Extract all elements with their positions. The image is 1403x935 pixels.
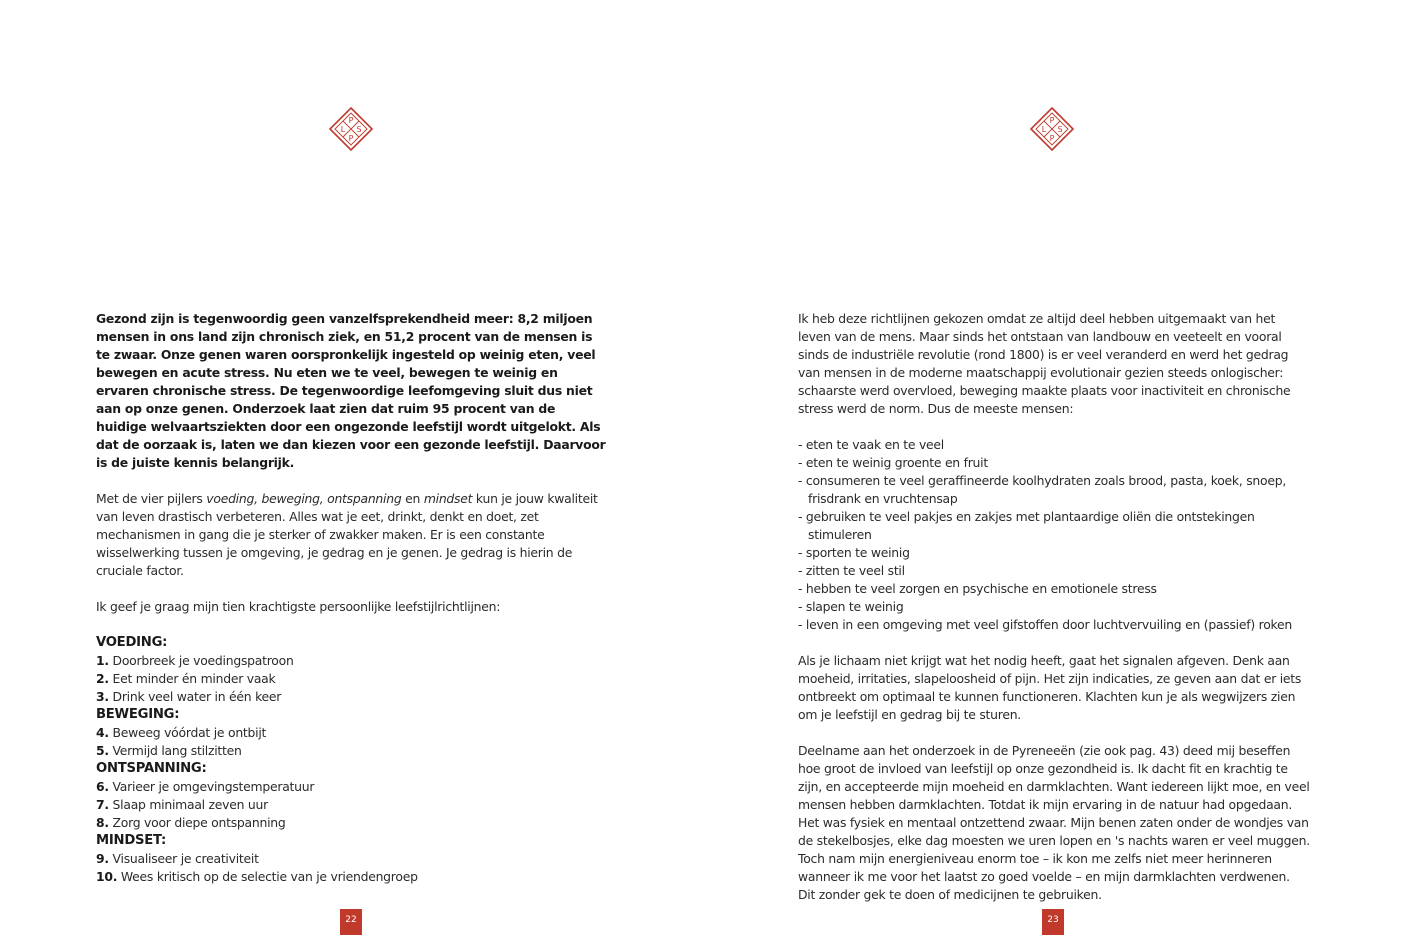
list-item: - leven in een omgeving met veel gifstoffen door luchtvervuiling en (passief) roken xyxy=(798,617,1292,632)
guidelines-list xyxy=(96,634,608,886)
page-number: 22 xyxy=(340,909,362,935)
list-item: - slapen te weinig xyxy=(798,599,904,614)
guidelines-reason-paragraph: Ik heb deze richtlijnen gekozen omdat ze altijd deel hebben uitgemaakt van het leven van de mens. Maar sinds het ontstaan van landbouw en veeteelt en vooral sinds de industriële revolutie (rond 1800) is er veel veranderd en werd het gedrag van mensen in de moderne maatschappij evolutionair gezien steeds onlogischer: schaarste werd overvloed, beweging maakte plaats voor inactiviteit en chronische stress werd de norm. Dus de meeste mensen: xyxy=(798,311,1291,416)
guidelines-intro: Ik geef je graag mijn tien krachtigste persoonlijke leefstijlrichtlijnen: xyxy=(96,599,501,614)
intro-text-2: en xyxy=(401,491,424,506)
page-number: 23 xyxy=(1042,909,1064,935)
rule-item xyxy=(96,868,608,886)
rule-number: 4. xyxy=(96,725,109,740)
intro-text-1: Met de vier pijlers xyxy=(96,491,207,506)
rule-number: 10. xyxy=(96,869,118,884)
rule-text: Beweeg vóórdat je ontbijt xyxy=(112,725,267,740)
rule-text: Drink veel water in één keer xyxy=(112,689,282,704)
rule-number: 2. xyxy=(96,671,109,686)
list-item: - gebruiken te veel pakjes en zakjes met plantaardige oliën die ontstekingen stimuleren xyxy=(798,509,1255,542)
rule-number: 9. xyxy=(96,851,109,866)
list-item: - hebben te veel zorgen en psychische en emotionele stress xyxy=(798,581,1157,596)
lead-paragraph: Gezond zijn is tegenwoordig geen vanzelfsprekendheid meer: 8,2 miljoen mensen in ons land zijn chronisch ziek, en 51,2 procent van de mensen is te zwaar. Onze genen waren oorspronkelijk ingesteld op weinig eten, veel bewegen en acute stress. Nu eten we te veel, bewegen te weinig en ervaren chronische stress. De tegenwoordige leefomgeving sluit dus niet aan op onze genen. Onderzoek laat zien dat ruim 95 procent van de huidige welvaartsziekten door een ongezonde leefstijl wordt uitgelokt. Als dat de oorzaak is, laten we dan kiezen voor een gezonde leefstijl. Daarvoor is de juiste kennis belangrijk. xyxy=(96,311,606,470)
list-item: - eten te vaak en te veel xyxy=(798,437,944,452)
rule-text: Visualiseer je creativiteit xyxy=(112,851,259,866)
pyrenees-paragraph: Deelname aan het onderzoek in de Pyreneeën (zie ook pag. 43) deed mij beseffen hoe groot de invloed van leefstijl op onze gezondheid is. Ik dacht fit en krachtig te zijn, en accepteerde mijn moeheid en darmklachten. Want iedereen lijkt moe, en veel mensen hebben darmklachten. Totdat ik mijn ervaring in de natuur had opgedaan. Het was fysiek en mentaal ontzettend zwaar. Mijn benen zaten onder de wondjes van de stekelbosjes, elke dag moesten we uren lopen en 's nachts waren er veel muggen. Toch nam mijn energieniveau enorm toe – ik kon me zelfs niet meer herinneren wanneer ik me voor het laatst zo goed voelde – en mijn darmklachten verdwenen. Dit zonder gek te doen of medicijnen te gebruiken. xyxy=(798,743,1310,902)
rule-item xyxy=(96,724,608,742)
intro-italic-mindset: mindset xyxy=(423,491,473,506)
rule-text: Eet minder én minder vaak xyxy=(112,671,276,686)
section-title-mindset: MINDSET: xyxy=(96,833,167,848)
logo-letter-left: L xyxy=(1041,125,1047,134)
list-item: - zitten te veel stil xyxy=(798,563,905,578)
rule-item xyxy=(96,796,608,814)
rule-item xyxy=(96,742,608,760)
rule-number: 8. xyxy=(96,815,109,830)
unhealthy-habits-list xyxy=(798,436,1310,634)
rule-text: Zorg voor diepe ontspanning xyxy=(112,815,286,830)
logo-letter-right: S xyxy=(356,125,362,134)
rule-number: 5. xyxy=(96,743,109,758)
list-item: - eten te weinig groente en fruit xyxy=(798,455,988,470)
section-title-ontspanning: ONTSPANNING: xyxy=(96,761,207,776)
list-item: - consumeren te veel geraffineerde koolhydraten zoals brood, pasta, koek, snoep, frisdrank en vruchtensap xyxy=(798,473,1287,506)
intro-paragraph xyxy=(96,490,608,580)
logo-letter-bottom: P xyxy=(1049,134,1055,143)
section-title-voeding: VOEDING: xyxy=(96,635,168,650)
rule-text: Doorbreek je voedingspatroon xyxy=(112,653,294,668)
rule-number: 6. xyxy=(96,779,109,794)
rule-number: 3. xyxy=(96,689,109,704)
rule-item xyxy=(96,850,608,868)
rule-item xyxy=(96,652,608,670)
logo-icon xyxy=(328,106,374,152)
signals-paragraph: Als je lichaam niet krijgt wat het nodig heeft, gaat het signalen afgeven. Denk aan moeheid, irritaties, slapeloosheid of pijn. Het zijn indicaties, ze geven aan dat er iets ontbreekt om optimaal te kunnen functioneren. Klachten kun je als wegwijzers zien om je leefstijl en gedrag bij te sturen. xyxy=(798,653,1302,722)
logo-letter-left: L xyxy=(340,125,346,134)
list-item: - sporten te weinig xyxy=(798,545,910,560)
intro-italic-pillars: voeding, beweging, ontspanning xyxy=(206,491,402,506)
logo-letter-right: S xyxy=(1057,125,1063,134)
logo-letter-top: P xyxy=(348,116,354,125)
logo-icon xyxy=(1029,106,1075,152)
intro-text-3: kun je jouw kwaliteit van leven drastisch verbeteren. Alles wat je eet, drinkt, denkt en doet, zet mechanismen in gang die je sterker of zwakker maken. Er is een constante wisselwerking tussen je omgeving, je gedrag en je genen. Je gedrag is hierin de cruciale factor. xyxy=(96,491,598,578)
right-page xyxy=(702,0,1403,935)
rule-item xyxy=(96,688,608,706)
section-title-beweging: BEWEGING: xyxy=(96,707,180,722)
rule-item xyxy=(96,670,608,688)
rule-text: Varieer je omgevingstemperatuur xyxy=(112,779,315,794)
rule-text: Slaap minimaal zeven uur xyxy=(112,797,268,812)
rule-text: Wees kritisch op de selectie van je vriendengroep xyxy=(120,869,418,884)
rule-item xyxy=(96,778,608,796)
logo-letter-bottom: P xyxy=(348,134,354,143)
rule-text: Vermijd lang stilzitten xyxy=(112,743,242,758)
left-page xyxy=(0,0,701,935)
left-text-column xyxy=(96,310,608,886)
rule-number: 7. xyxy=(96,797,109,812)
rule-number: 1. xyxy=(96,653,109,668)
logo-letter-top: P xyxy=(1049,116,1055,125)
rule-item xyxy=(96,814,608,832)
right-text-column xyxy=(798,310,1310,922)
